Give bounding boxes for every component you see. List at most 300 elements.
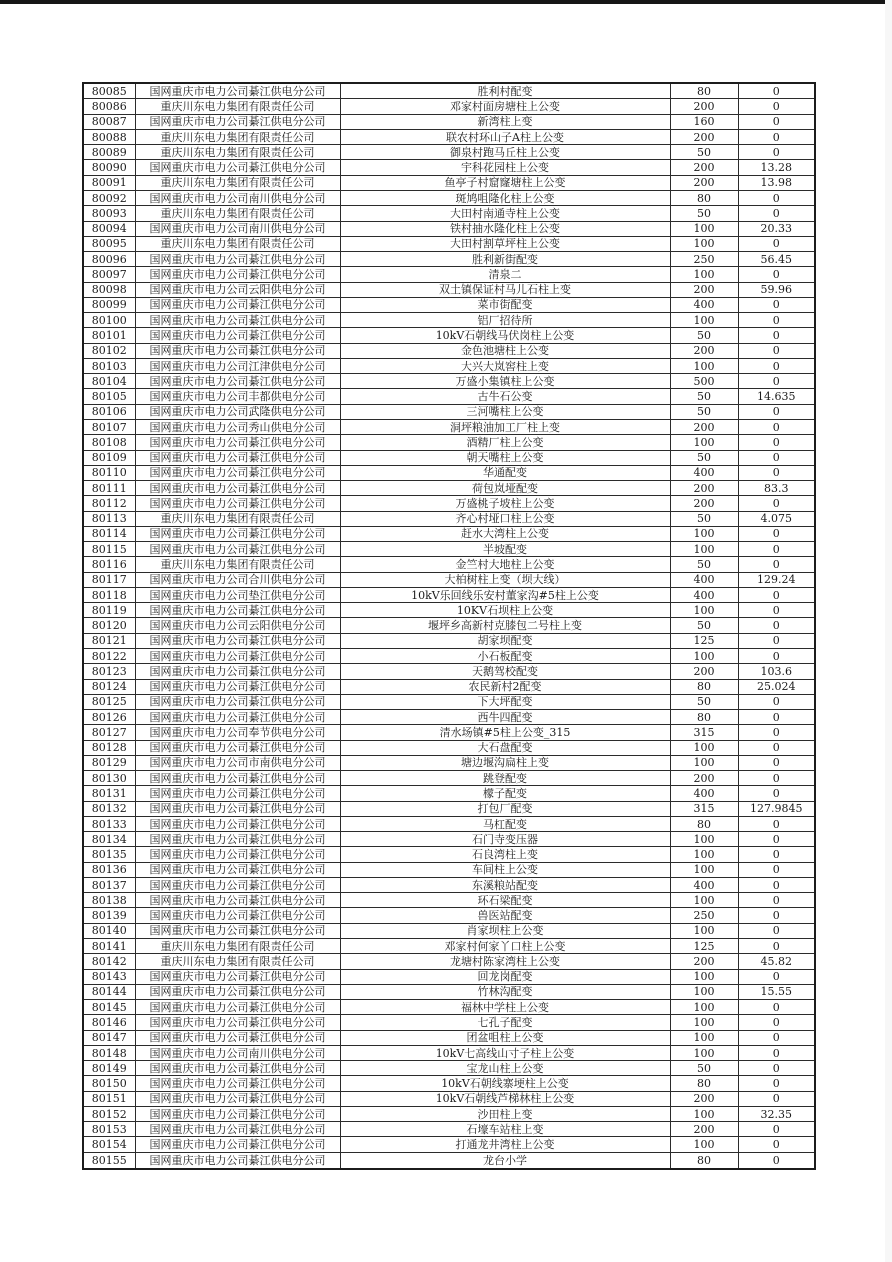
table-cell-value: 0 — [738, 1137, 815, 1152]
table-cell-capacity: 100 — [670, 221, 738, 236]
table-cell-company: 国网重庆市电力公司南川供电分公司 — [135, 1045, 340, 1060]
table-cell-company: 国网重庆市电力公司奉节供电分公司 — [135, 725, 340, 740]
table-cell-capacity: 100 — [670, 923, 738, 938]
table-row — [83, 771, 815, 786]
table-cell-company: 国网重庆市电力公司綦江供电分公司 — [135, 267, 340, 282]
table-cell-company: 国网重庆市电力公司綦江供电分公司 — [135, 496, 340, 511]
table-cell-capacity: 500 — [670, 374, 738, 389]
table-cell-capacity: 80 — [670, 679, 738, 694]
table-row — [83, 496, 815, 511]
table-cell-name: 团盆咀柱上公变 — [340, 1030, 670, 1045]
table-cell-value: 0 — [738, 633, 815, 648]
table-cell-capacity: 400 — [670, 587, 738, 602]
table-cell-company: 国网重庆市电力公司綦江供电分公司 — [135, 786, 340, 801]
table-cell-company: 国网重庆市电力公司江津供电分公司 — [135, 358, 340, 373]
table-cell-id: 80109 — [83, 450, 135, 465]
table-cell-capacity: 50 — [670, 511, 738, 526]
table-cell-company: 国网重庆市电力公司綦江供电分公司 — [135, 816, 340, 831]
table-cell-company: 国网重庆市电力公司綦江供电分公司 — [135, 1015, 340, 1030]
table-cell-value: 56.45 — [738, 252, 815, 267]
table-cell-capacity: 250 — [670, 252, 738, 267]
table-cell-value: 0 — [738, 114, 815, 129]
table-cell-capacity: 50 — [670, 145, 738, 160]
table-cell-name: 檬子配变 — [340, 786, 670, 801]
table-row — [83, 908, 815, 923]
table-cell-value: 0 — [738, 832, 815, 847]
table-cell-id: 80147 — [83, 1030, 135, 1045]
table-row — [83, 587, 815, 602]
table-row — [83, 618, 815, 633]
table-cell-name: 大兴大岚窖柱上变 — [340, 358, 670, 373]
table-cell-name: 10kV七高线山寸子柱上公变 — [340, 1045, 670, 1060]
table-cell-company: 国网重庆市电力公司綦江供电分公司 — [135, 1137, 340, 1152]
table-cell-company: 国网重庆市电力公司綦江供电分公司 — [135, 603, 340, 618]
table-cell-name: 半坡配变 — [340, 542, 670, 557]
table-row — [83, 343, 815, 358]
table-cell-name: 大石盘配变 — [340, 740, 670, 755]
table-cell-value: 0 — [738, 618, 815, 633]
table-cell-capacity: 200 — [670, 771, 738, 786]
table-cell-value: 0 — [738, 83, 815, 99]
table-cell-capacity: 100 — [670, 435, 738, 450]
table-cell-value: 59.96 — [738, 282, 815, 297]
table-cell-id: 80103 — [83, 358, 135, 373]
table-cell-id: 80104 — [83, 374, 135, 389]
table-cell-value: 0 — [738, 969, 815, 984]
table-row — [83, 481, 815, 496]
table-row — [83, 145, 815, 160]
table-cell-company: 国网重庆市电力公司綦江供电分公司 — [135, 633, 340, 648]
table-cell-id: 80122 — [83, 648, 135, 663]
table-cell-capacity: 315 — [670, 725, 738, 740]
table-cell-value: 45.82 — [738, 954, 815, 969]
table-cell-value: 0 — [738, 496, 815, 511]
table-cell-capacity: 200 — [670, 419, 738, 434]
table-cell-company: 国网重庆市电力公司綦江供电分公司 — [135, 526, 340, 541]
table-row — [83, 740, 815, 755]
table-cell-value: 0 — [738, 725, 815, 740]
table-cell-id: 80138 — [83, 893, 135, 908]
table-cell-capacity: 125 — [670, 633, 738, 648]
table-cell-capacity: 100 — [670, 893, 738, 908]
table-row — [83, 633, 815, 648]
table-cell-company: 国网重庆市电力公司綦江供电分公司 — [135, 1122, 340, 1137]
table-cell-value: 0 — [738, 358, 815, 373]
table-cell-capacity: 200 — [670, 1122, 738, 1137]
table-cell-name: 塘边堰沟扁柱上变 — [340, 755, 670, 770]
table-cell-capacity: 100 — [670, 832, 738, 847]
table-cell-capacity: 50 — [670, 1061, 738, 1076]
table-cell-company: 重庆川东电力集团有限责任公司 — [135, 99, 340, 114]
table-row — [83, 358, 815, 373]
table-cell-id: 80148 — [83, 1045, 135, 1060]
table-cell-capacity: 50 — [670, 694, 738, 709]
table-cell-company: 重庆川东电力集团有限责任公司 — [135, 954, 340, 969]
table-cell-id: 80123 — [83, 664, 135, 679]
table-cell-name: 七孔子配变 — [340, 1015, 670, 1030]
table-cell-id: 80093 — [83, 206, 135, 221]
table-cell-id: 80131 — [83, 786, 135, 801]
table-cell-value: 0 — [738, 1015, 815, 1030]
table-row — [83, 923, 815, 938]
table-cell-name: 环石梁配变 — [340, 893, 670, 908]
table-row — [83, 328, 815, 343]
table-cell-id: 80105 — [83, 389, 135, 404]
table-cell-capacity: 50 — [670, 618, 738, 633]
table-cell-name: 铁村抽水隆化柱上公变 — [340, 221, 670, 236]
table-cell-id: 80096 — [83, 252, 135, 267]
table-cell-name: 10kV石朝线马伏岗柱上公变 — [340, 328, 670, 343]
table-cell-id: 80151 — [83, 1091, 135, 1106]
table-cell-value: 0 — [738, 862, 815, 877]
table-cell-id: 80153 — [83, 1122, 135, 1137]
table-cell-name: 大柏树柱上变（坝大线） — [340, 572, 670, 587]
table-cell-name: 铝厂招待所 — [340, 313, 670, 328]
table-cell-name: 天鹅驾校配变 — [340, 664, 670, 679]
table-cell-capacity: 100 — [670, 648, 738, 663]
table-cell-company: 国网重庆市电力公司綦江供电分公司 — [135, 740, 340, 755]
table-cell-id: 80089 — [83, 145, 135, 160]
table-cell-value: 0 — [738, 755, 815, 770]
table-cell-company: 国网重庆市电力公司綦江供电分公司 — [135, 435, 340, 450]
table-cell-id: 80088 — [83, 129, 135, 144]
table-cell-capacity: 200 — [670, 99, 738, 114]
table-cell-id: 80129 — [83, 755, 135, 770]
table-cell-capacity: 100 — [670, 313, 738, 328]
table-cell-id: 80116 — [83, 557, 135, 572]
table-row — [83, 877, 815, 892]
table-cell-capacity: 200 — [670, 160, 738, 175]
table-cell-id: 80087 — [83, 114, 135, 129]
table-cell-name: 朝天嘴柱上公变 — [340, 450, 670, 465]
table-cell-company: 国网重庆市电力公司合川供电分公司 — [135, 572, 340, 587]
table-cell-value: 0 — [738, 847, 815, 862]
table-cell-name: 胜利新街配变 — [340, 252, 670, 267]
table-cell-capacity: 100 — [670, 1106, 738, 1121]
table-cell-id: 80141 — [83, 939, 135, 954]
table-cell-capacity: 100 — [670, 1030, 738, 1045]
table-cell-name: 清水场镇#5柱上公变_315 — [340, 725, 670, 740]
table-row — [83, 847, 815, 862]
table-cell-id: 80149 — [83, 1061, 135, 1076]
table-cell-value: 0 — [738, 1045, 815, 1060]
table-cell-company: 国网重庆市电力公司南川供电分公司 — [135, 221, 340, 236]
table-cell-company: 国网重庆市电力公司南川供电分公司 — [135, 191, 340, 206]
table-cell-company: 国网重庆市电力公司綦江供电分公司 — [135, 114, 340, 129]
table-cell-value: 0 — [738, 465, 815, 480]
table-cell-company: 重庆川东电力集团有限责任公司 — [135, 511, 340, 526]
table-cell-capacity: 50 — [670, 450, 738, 465]
table-cell-company: 国网重庆市电力公司綦江供电分公司 — [135, 297, 340, 312]
table-cell-capacity: 200 — [670, 496, 738, 511]
table-cell-name: 东溪粮站配变 — [340, 877, 670, 892]
table-cell-name: 胡家坝配变 — [340, 633, 670, 648]
table-cell-id: 80095 — [83, 236, 135, 251]
table-row — [83, 969, 815, 984]
table-row — [83, 1137, 815, 1152]
table-cell-company: 国网重庆市电力公司綦江供电分公司 — [135, 83, 340, 99]
table-cell-id: 80144 — [83, 984, 135, 999]
table-cell-value: 0 — [738, 893, 815, 908]
table-cell-value: 0 — [738, 939, 815, 954]
table-cell-id: 80107 — [83, 419, 135, 434]
table-cell-value: 4.075 — [738, 511, 815, 526]
table-cell-value: 0 — [738, 1122, 815, 1137]
table-cell-capacity: 50 — [670, 328, 738, 343]
table-cell-company: 国网重庆市电力公司秀山供电分公司 — [135, 419, 340, 434]
table-cell-company: 国网重庆市电力公司綦江供电分公司 — [135, 969, 340, 984]
table-row — [83, 939, 815, 954]
table-cell-capacity: 100 — [670, 542, 738, 557]
table-cell-company: 重庆川东电力集团有限责任公司 — [135, 206, 340, 221]
table-cell-company: 国网重庆市电力公司綦江供电分公司 — [135, 1030, 340, 1045]
table-cell-name: 联农村环山子A柱上公变 — [340, 129, 670, 144]
table-row — [83, 1015, 815, 1030]
table-row — [83, 542, 815, 557]
table-cell-value: 0 — [738, 603, 815, 618]
table-cell-capacity: 100 — [670, 358, 738, 373]
table-cell-id: 80085 — [83, 83, 135, 99]
table-cell-value: 0 — [738, 129, 815, 144]
table-cell-value: 0 — [738, 191, 815, 206]
table-cell-capacity: 400 — [670, 786, 738, 801]
table-row — [83, 267, 815, 282]
table-cell-capacity: 50 — [670, 557, 738, 572]
table-row — [83, 816, 815, 831]
table-row — [83, 1152, 815, 1169]
table-cell-name: 斑鸠咀隆化柱上公变 — [340, 191, 670, 206]
table-cell-name: 大田村割草坪柱上公变 — [340, 236, 670, 251]
table-cell-id: 80125 — [83, 694, 135, 709]
table-cell-value: 0 — [738, 374, 815, 389]
table-cell-name: 10kV石朝线芦梯林柱上公变 — [340, 1091, 670, 1106]
table-cell-name: 金色池塘柱上公变 — [340, 343, 670, 358]
table-cell-company: 重庆川东电力集团有限责任公司 — [135, 939, 340, 954]
table-cell-value: 0 — [738, 740, 815, 755]
table-cell-capacity: 80 — [670, 710, 738, 725]
table-cell-name: 马杠配变 — [340, 816, 670, 831]
table-cell-value: 0 — [738, 648, 815, 663]
table-cell-id: 80097 — [83, 267, 135, 282]
table-cell-id: 80142 — [83, 954, 135, 969]
table-cell-company: 国网重庆市电力公司綦江供电分公司 — [135, 984, 340, 999]
table-cell-company: 国网重庆市电力公司綦江供电分公司 — [135, 328, 340, 343]
table-cell-company: 国网重庆市电力公司綦江供电分公司 — [135, 1000, 340, 1015]
table-cell-capacity: 80 — [670, 816, 738, 831]
table-cell-name: 邓家村何家丫口柱上公变 — [340, 939, 670, 954]
table-cell-id: 80121 — [83, 633, 135, 648]
table-cell-value: 129.24 — [738, 572, 815, 587]
table-cell-value: 14.635 — [738, 389, 815, 404]
table-cell-company: 国网重庆市电力公司綦江供电分公司 — [135, 450, 340, 465]
table-cell-capacity: 315 — [670, 801, 738, 816]
table-cell-value: 0 — [738, 1091, 815, 1106]
table-cell-value: 0 — [738, 297, 815, 312]
table-cell-company: 重庆川东电力集团有限责任公司 — [135, 145, 340, 160]
table-cell-id: 80134 — [83, 832, 135, 847]
table-row — [83, 1122, 815, 1137]
table-cell-name: 邓家村面房塘柱上公变 — [340, 99, 670, 114]
table-cell-value: 0 — [738, 710, 815, 725]
table-cell-id: 80086 — [83, 99, 135, 114]
table-cell-capacity: 160 — [670, 114, 738, 129]
table-cell-id: 80126 — [83, 710, 135, 725]
table-cell-name: 大田村南通寺柱上公变 — [340, 206, 670, 221]
table-cell-company: 国网重庆市电力公司綦江供电分公司 — [135, 908, 340, 923]
table-cell-id: 80135 — [83, 847, 135, 862]
table-cell-company: 国网重庆市电力公司綦江供电分公司 — [135, 771, 340, 786]
table-row — [83, 160, 815, 175]
table-row — [83, 313, 815, 328]
table-cell-name: 10kV乐回线乐安村董家沟#5柱上公变 — [340, 587, 670, 602]
table-cell-id: 80112 — [83, 496, 135, 511]
table-row — [83, 801, 815, 816]
table-cell-id: 80119 — [83, 603, 135, 618]
table-cell-capacity: 80 — [670, 83, 738, 99]
table-cell-id: 80115 — [83, 542, 135, 557]
table-cell-value: 32.35 — [738, 1106, 815, 1121]
table-row — [83, 1106, 815, 1121]
table-cell-name: 西牛四配变 — [340, 710, 670, 725]
table-cell-id: 80150 — [83, 1076, 135, 1091]
table-cell-id: 80092 — [83, 191, 135, 206]
table-cell-id: 80118 — [83, 587, 135, 602]
table-cell-company: 国网重庆市电力公司綦江供电分公司 — [135, 481, 340, 496]
table-cell-id: 80099 — [83, 297, 135, 312]
table-cell-name: 双土镇保证村马儿石柱上变 — [340, 282, 670, 297]
table-cell-company: 国网重庆市电力公司綦江供电分公司 — [135, 648, 340, 663]
table-cell-company: 国网重庆市电力公司綦江供电分公司 — [135, 801, 340, 816]
table-cell-value: 0 — [738, 99, 815, 114]
table-cell-name: 打通龙井湾柱上公变 — [340, 1137, 670, 1152]
table-cell-company: 重庆川东电力集团有限责任公司 — [135, 129, 340, 144]
table-cell-capacity: 400 — [670, 465, 738, 480]
table-cell-company: 国网重庆市电力公司垫江供电分公司 — [135, 587, 340, 602]
table-cell-value: 0 — [738, 404, 815, 419]
table-row — [83, 389, 815, 404]
table-cell-id: 80111 — [83, 481, 135, 496]
table-cell-id: 80100 — [83, 313, 135, 328]
table-cell-name: 跳登配变 — [340, 771, 670, 786]
table-cell-company: 国网重庆市电力公司綦江供电分公司 — [135, 1076, 340, 1091]
table-row — [83, 786, 815, 801]
table-row — [83, 755, 815, 770]
table-cell-company: 国网重庆市电力公司綦江供电分公司 — [135, 710, 340, 725]
table-cell-capacity: 100 — [670, 267, 738, 282]
table-cell-capacity: 100 — [670, 1015, 738, 1030]
table-row — [83, 252, 815, 267]
table-cell-name: 石良湾柱上变 — [340, 847, 670, 862]
table-row — [83, 450, 815, 465]
table-row — [83, 603, 815, 618]
table-cell-company: 国网重庆市电力公司市南供电分公司 — [135, 755, 340, 770]
table-cell-capacity: 100 — [670, 1000, 738, 1015]
table-row — [83, 236, 815, 251]
table-cell-name: 石壕车站柱上变 — [340, 1122, 670, 1137]
table-row — [83, 679, 815, 694]
table-cell-capacity: 250 — [670, 908, 738, 923]
table-cell-id: 80114 — [83, 526, 135, 541]
table-cell-value: 103.6 — [738, 664, 815, 679]
table-cell-value: 83.3 — [738, 481, 815, 496]
table-cell-value: 0 — [738, 313, 815, 328]
table-cell-capacity: 200 — [670, 1091, 738, 1106]
table-row — [83, 1000, 815, 1015]
table-cell-company: 国网重庆市电力公司綦江供电分公司 — [135, 893, 340, 908]
table-row — [83, 1030, 815, 1045]
table-cell-id: 80127 — [83, 725, 135, 740]
table-cell-capacity: 100 — [670, 847, 738, 862]
table-row — [83, 99, 815, 114]
table-cell-capacity: 50 — [670, 389, 738, 404]
table-cell-company: 国网重庆市电力公司綦江供电分公司 — [135, 343, 340, 358]
table-cell-value: 0 — [738, 206, 815, 221]
table-row — [83, 297, 815, 312]
table-cell-id: 80133 — [83, 816, 135, 831]
table-row — [83, 374, 815, 389]
table-cell-id: 80143 — [83, 969, 135, 984]
table-cell-id: 80108 — [83, 435, 135, 450]
table-row — [83, 465, 815, 480]
table-cell-capacity: 100 — [670, 862, 738, 877]
table-cell-id: 80120 — [83, 618, 135, 633]
window-right-edge — [885, 0, 892, 1262]
table-cell-value: 127.9845 — [738, 801, 815, 816]
table-row — [83, 191, 815, 206]
table-row — [83, 832, 815, 847]
table-cell-id: 80124 — [83, 679, 135, 694]
table-cell-company: 国网重庆市电力公司綦江供电分公司 — [135, 374, 340, 389]
table-cell-company: 国网重庆市电力公司綦江供电分公司 — [135, 1106, 340, 1121]
table-cell-value: 25.024 — [738, 679, 815, 694]
table-cell-value: 0 — [738, 435, 815, 450]
table-cell-capacity: 400 — [670, 297, 738, 312]
table-cell-name: 酒精厂柱上公变 — [340, 435, 670, 450]
table-cell-capacity: 100 — [670, 526, 738, 541]
table-cell-value: 0 — [738, 877, 815, 892]
table-cell-capacity: 200 — [670, 175, 738, 190]
table-cell-value: 0 — [738, 923, 815, 938]
table-row — [83, 221, 815, 236]
table-cell-id: 80117 — [83, 572, 135, 587]
table-cell-name: 华通配变 — [340, 465, 670, 480]
table-cell-value: 13.28 — [738, 160, 815, 175]
table-row — [83, 526, 815, 541]
table-row — [83, 1091, 815, 1106]
table-cell-id: 80145 — [83, 1000, 135, 1015]
table-cell-company: 国网重庆市电力公司綦江供电分公司 — [135, 877, 340, 892]
table-cell-name: 三河嘴柱上公变 — [340, 404, 670, 419]
table-row — [83, 1076, 815, 1091]
table-row — [83, 129, 815, 144]
table-cell-name: 福林中学柱上公变 — [340, 1000, 670, 1015]
table-cell-company: 重庆川东电力集团有限责任公司 — [135, 175, 340, 190]
table-cell-company: 国网重庆市电力公司綦江供电分公司 — [135, 1091, 340, 1106]
table-cell-company: 国网重庆市电力公司綦江供电分公司 — [135, 664, 340, 679]
table-cell-company: 国网重庆市电力公司綦江供电分公司 — [135, 862, 340, 877]
table-cell-id: 80090 — [83, 160, 135, 175]
table-cell-id: 80106 — [83, 404, 135, 419]
table-cell-company: 重庆川东电力集团有限责任公司 — [135, 236, 340, 251]
table-cell-name: 10KV石坝柱上公变 — [340, 603, 670, 618]
table-cell-company: 国网重庆市电力公司綦江供电分公司 — [135, 1152, 340, 1169]
table-cell-value: 0 — [738, 328, 815, 343]
table-row — [83, 893, 815, 908]
table-cell-company: 国网重庆市电力公司綦江供电分公司 — [135, 160, 340, 175]
window-top-edge — [0, 0, 886, 4]
table-cell-name: 农民新村2配变 — [340, 679, 670, 694]
table-cell-value: 13.98 — [738, 175, 815, 190]
